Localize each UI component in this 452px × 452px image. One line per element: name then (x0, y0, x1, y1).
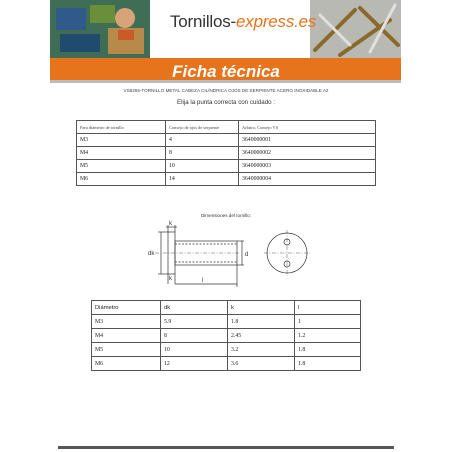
table-cell: 3.2 (228, 343, 295, 357)
table-cell: 3.6 (228, 357, 295, 371)
table-cell: M6 (92, 357, 161, 371)
table-cell: M5 (92, 343, 161, 357)
table-row (92, 315, 361, 329)
table-row (77, 134, 376, 147)
table-cell: 5.9 (161, 315, 228, 329)
label-l: l (202, 278, 204, 284)
table-cell: 10 (166, 160, 239, 173)
header-cell: Consejo de ojos de serpiente (166, 121, 239, 134)
table-cell: 3640000002 (239, 147, 376, 160)
bit-prompt: Elija la punta correcta con cuidado : (176, 99, 276, 106)
table-cell: M3 (92, 315, 161, 329)
table-cell: 8 (166, 147, 239, 160)
table-row (92, 343, 361, 357)
table-cell: 1.8 (295, 343, 361, 357)
header-cell: l (295, 301, 361, 315)
header-cell: Arbitro, Consejo VS (239, 121, 376, 134)
table-cell: 1.8 (228, 315, 295, 329)
header-cell: k (228, 301, 295, 315)
table-row (77, 173, 376, 186)
table-header-row (77, 121, 376, 134)
header-cell: Diámetro (92, 301, 161, 315)
table-header-row (92, 301, 361, 315)
table-cell: 1.8 (295, 357, 361, 371)
page-title: Ficha técnica (172, 62, 280, 81)
table-cell: 14 (166, 173, 239, 186)
product-title: VS8255-TORNILLO METAL CABEZA CILÍNDRICA OJOS DE SERPIENTE ACERO INOXIDABLE A2 (123, 88, 329, 93)
label-d: d (245, 252, 249, 258)
brand-logo (170, 12, 316, 32)
dimensions-table (91, 300, 361, 371)
bit-table (76, 120, 376, 186)
screw-drawing (140, 220, 310, 295)
table-cell: M3 (77, 134, 166, 147)
header-cell: dk (161, 301, 228, 315)
label-k-top: k (169, 221, 172, 227)
table-cell: 1.2 (295, 329, 361, 343)
table-row (77, 147, 376, 160)
table-cell: 8 (161, 329, 228, 343)
table-cell: 12 (161, 357, 228, 371)
table-cell: 3640000003 (239, 160, 376, 173)
table-cell: 3640000004 (239, 173, 376, 186)
dimensions-title: Dimensiones del tornillo: (200, 213, 252, 218)
table-cell: 4 (166, 134, 239, 147)
label-k-bottom: k (169, 276, 172, 282)
table-cell: 3640000001 (239, 134, 376, 147)
table-cell: M4 (92, 329, 161, 343)
footer-rule (58, 446, 394, 449)
table-cell: 2.45 (228, 329, 295, 343)
header-cell: Para diámetro de tornillo (77, 121, 166, 134)
label-dk: dk (148, 251, 155, 257)
brand-main: Tornillos- (170, 12, 237, 31)
table-cell: 10 (161, 343, 228, 357)
table-row (77, 160, 376, 173)
brand-accent: express.es (236, 12, 317, 31)
table-cell: 1 (295, 315, 361, 329)
table-cell: M5 (77, 160, 166, 173)
table-row (92, 329, 361, 343)
table-cell: M6 (77, 173, 166, 186)
table-row (92, 357, 361, 371)
table-cell: M4 (77, 147, 166, 160)
